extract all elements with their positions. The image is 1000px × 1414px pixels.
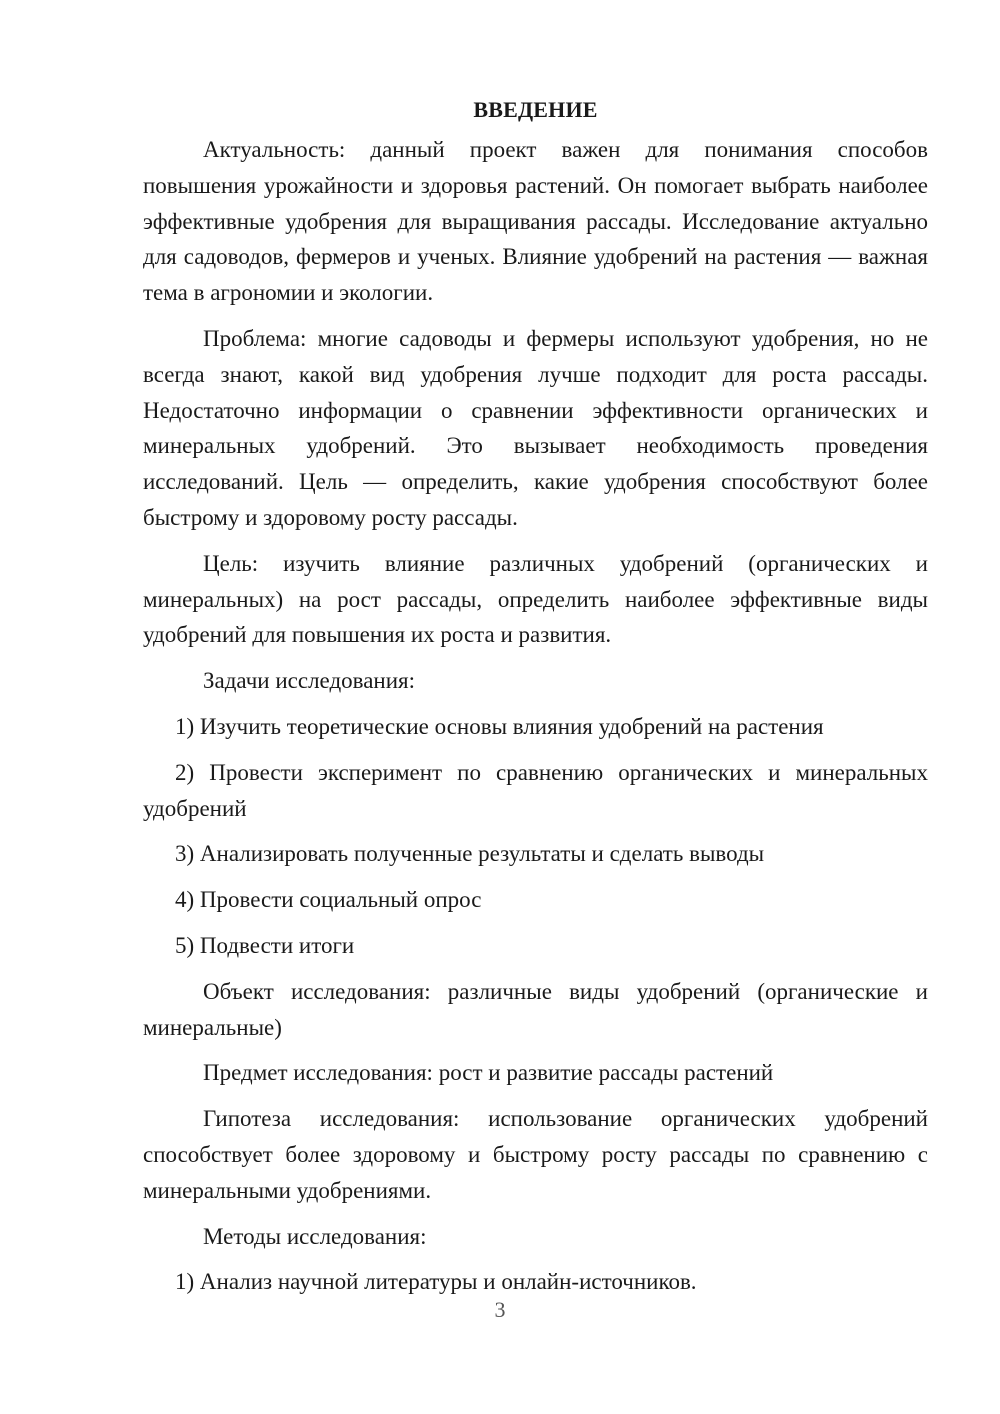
object-paragraph: Объект исследования: различные виды удобрений (органические и минеральные) bbox=[143, 978, 928, 1040]
task-item: 4) Провести социальный опрос bbox=[175, 887, 482, 913]
subject-paragraph: Предмет исследования: рост и развитие рассады растений bbox=[203, 1060, 774, 1086]
tasks-heading: Задачи исследования: bbox=[203, 668, 416, 694]
task-item: 3) Анализировать полученные результаты и сделать выводы bbox=[175, 841, 765, 867]
relevance-paragraph: Актуальность: данный проект важен для понимания способов повышения урожайности и здоровья растений. Он помогает выбрать наиболее эффективные удобрения для выращивания рассады. Исследование актуально для садоводов, фермеров и ученых. Влияние удобрений на растения — важная тема в агрономии и экологии. bbox=[143, 137, 928, 306]
page-number: 3 bbox=[494, 1297, 506, 1322]
task-item: 5) Подвести итоги bbox=[175, 932, 355, 958]
task-item: 2) Провести эксперимент по сравнению органических и минеральных удобрений bbox=[143, 759, 928, 821]
task-item: 1) Изучить теоретические основы влияния удобрений на растения bbox=[175, 713, 824, 739]
method-item: 1) Анализ научной литературы и онлайн-источников. bbox=[175, 1269, 697, 1295]
hypothesis-paragraph: Гипотеза исследования: использование органических удобрений способствует более здоровому и быстрому росту рассады по сравнению с минеральными удобрениями. bbox=[143, 1106, 928, 1203]
page-title: ВВЕДЕНИЕ bbox=[473, 97, 598, 122]
goal-paragraph: Цель: изучить влияние различных удобрений (органических и минеральных) на рост рассады, определить наиболее эффективные виды удобрений для повышения их роста и развития. bbox=[143, 550, 928, 648]
document-page bbox=[143, 95, 928, 1310]
problem-paragraph: Проблема: многие садоводы и фермеры используют удобрения, но не всегда знают, какой вид удобрения лучше подходит для роста рассады. Недостаточно информации о сравнении эффективности органических и минеральных удобрений. Это вызывает необходимость проведения исследований. Цель — определить, какие удобрения способствуют более быстрому и здоровому росту рассады. bbox=[143, 325, 928, 530]
methods-heading: Методы исследования: bbox=[203, 1223, 427, 1249]
